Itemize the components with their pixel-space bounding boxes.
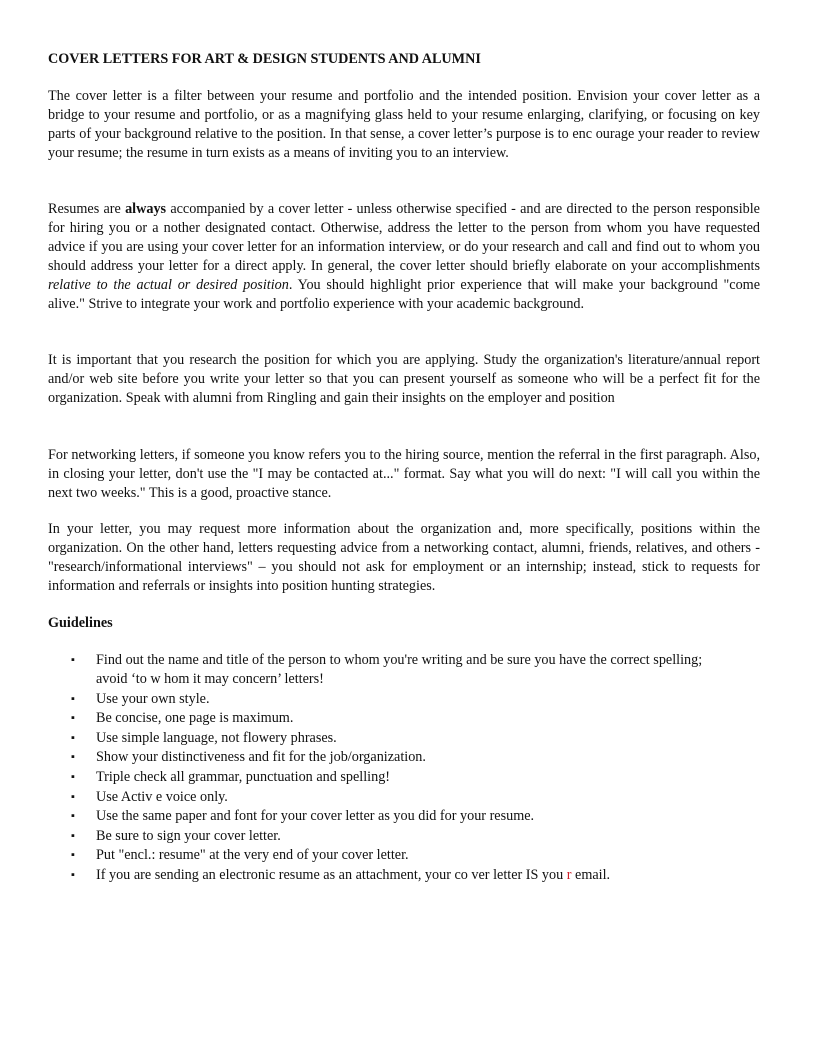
- bullet-icon: ▪: [71, 790, 75, 803]
- list-item: [48, 807, 728, 826]
- emphasis-relative-position: relative to the actual or desired position: [48, 277, 289, 294]
- list-item-text: Use your own style.: [96, 690, 210, 707]
- paragraph-requests: In your letter, you may request more information about the organization and, more specifically, positions within the organization. On the other hand, letters requesting advice from a networking contact, alumni, friends, relatives, and others - "research/informational interviews" – you should not ask for employment or an internship; instead, stick to requests for information and referrals or insights into position hunting strategies.: [48, 521, 760, 595]
- list-item-text-a: If you are sending an electronic resume as an attachment, your co ver letter IS you: [96, 867, 564, 884]
- bullet-icon: ▪: [71, 654, 75, 666]
- list-item-text: Be sure to sign your cover letter.: [96, 827, 281, 844]
- list-item-text: Find out the name and title of the person to whom you're writing and be sure you have the correct spelling; avoid ‘to w hom it may concern’ letters!: [96, 652, 703, 688]
- list-item: [48, 768, 728, 787]
- bullet-icon: ▪: [71, 771, 75, 784]
- bullet-icon: ▪: [71, 751, 75, 764]
- list-item: [48, 748, 728, 767]
- list-item: [48, 709, 728, 728]
- list-item-text: Use Activ e voice only.: [96, 788, 228, 805]
- guidelines-list: [48, 651, 728, 886]
- list-item-text: Show your distinctiveness and fit for the job/organization.: [96, 749, 426, 766]
- list-item: [48, 827, 728, 846]
- list-item: [48, 729, 728, 748]
- list-item-text-c: email.: [571, 867, 611, 884]
- paragraph-resumes-text-c: accompanied by a cover letter - unless otherwise specified - and are directed to the person responsible for hiring you or a nother designated contact. Otherwise, address the letter to the person from whom you have requested advice if you are using your cover letter for an information interview, or do your research and call and find out to whom you should address your letter for a direct apply. In general, the cover letter should briefly elaborate on your accomplishments: [48, 201, 760, 275]
- paragraph-resumes-text-e: . You should highlight prior experience that will make your background "come alive." Strive to integrate your work and portfolio experience with your academic background.: [48, 277, 760, 313]
- bullet-icon: ▪: [71, 849, 75, 862]
- list-item: [48, 866, 728, 885]
- document-title: COVER LETTERS FOR ART & DESIGN STUDENTS AND ALUMNI: [48, 51, 481, 67]
- bullet-icon: ▪: [71, 810, 75, 823]
- bullet-icon: ▪: [71, 869, 75, 882]
- list-item-text: Use the same paper and font for your cover letter as you did for your resume.: [96, 808, 535, 825]
- list-item: [48, 690, 728, 709]
- list-item-text: Triple check all grammar, punctuation and spelling!: [96, 769, 391, 786]
- paragraph-resumes: [48, 200, 760, 315]
- list-item-red-text: r: [563, 867, 572, 884]
- emphasis-always: always: [125, 201, 167, 217]
- bullet-icon: ▪: [71, 731, 75, 744]
- list-item: [48, 651, 728, 689]
- list-item-text: Use simple language, not flowery phrases.: [96, 729, 337, 746]
- bullet-icon: ▪: [71, 829, 75, 842]
- list-item: [48, 788, 728, 807]
- list-item-text: Put "encl.: resume" at the very end of your cover letter.: [96, 847, 409, 864]
- paragraph-research: It is important that you research the position for which you are applying. Study the organization's literature/annual report and/or web site before you write your letter so that you can present yourself as someone who will be a perfect fit for the organization. Speak with alumni from Ringling and gain their insights on the employer and position: [48, 352, 760, 407]
- list-item: [48, 846, 728, 865]
- paragraph-intro: The cover letter is a filter between your resume and portfolio and the intended position. Envision your cover letter as a bridge to your resume and portfolio, or as a magnifying glass held to your resume enlarging, clarifying, or focusing on key parts of your background relative to the position. In that sense, a cover letter’s purpose is to enc ourage your reader to review your resume; the resume in turn exists as a means of inviting you to an interview.: [48, 88, 760, 162]
- paragraph-resumes-text-a: Resumes are: [48, 201, 126, 217]
- bullet-icon: ▪: [71, 712, 75, 725]
- bullet-icon: ▪: [71, 692, 75, 705]
- paragraph-networking: For networking letters, if someone you know refers you to the hiring source, mention the referral in the first paragraph. Also, in closing your letter, don't use the "I may be contacted at..." format. Say what you will do next: "I will call you within the next two weeks." This is a good, proactive stance.: [48, 447, 760, 502]
- list-item-text: Be concise, one page is maximum.: [96, 710, 294, 727]
- guidelines-heading: Guidelines: [48, 615, 113, 631]
